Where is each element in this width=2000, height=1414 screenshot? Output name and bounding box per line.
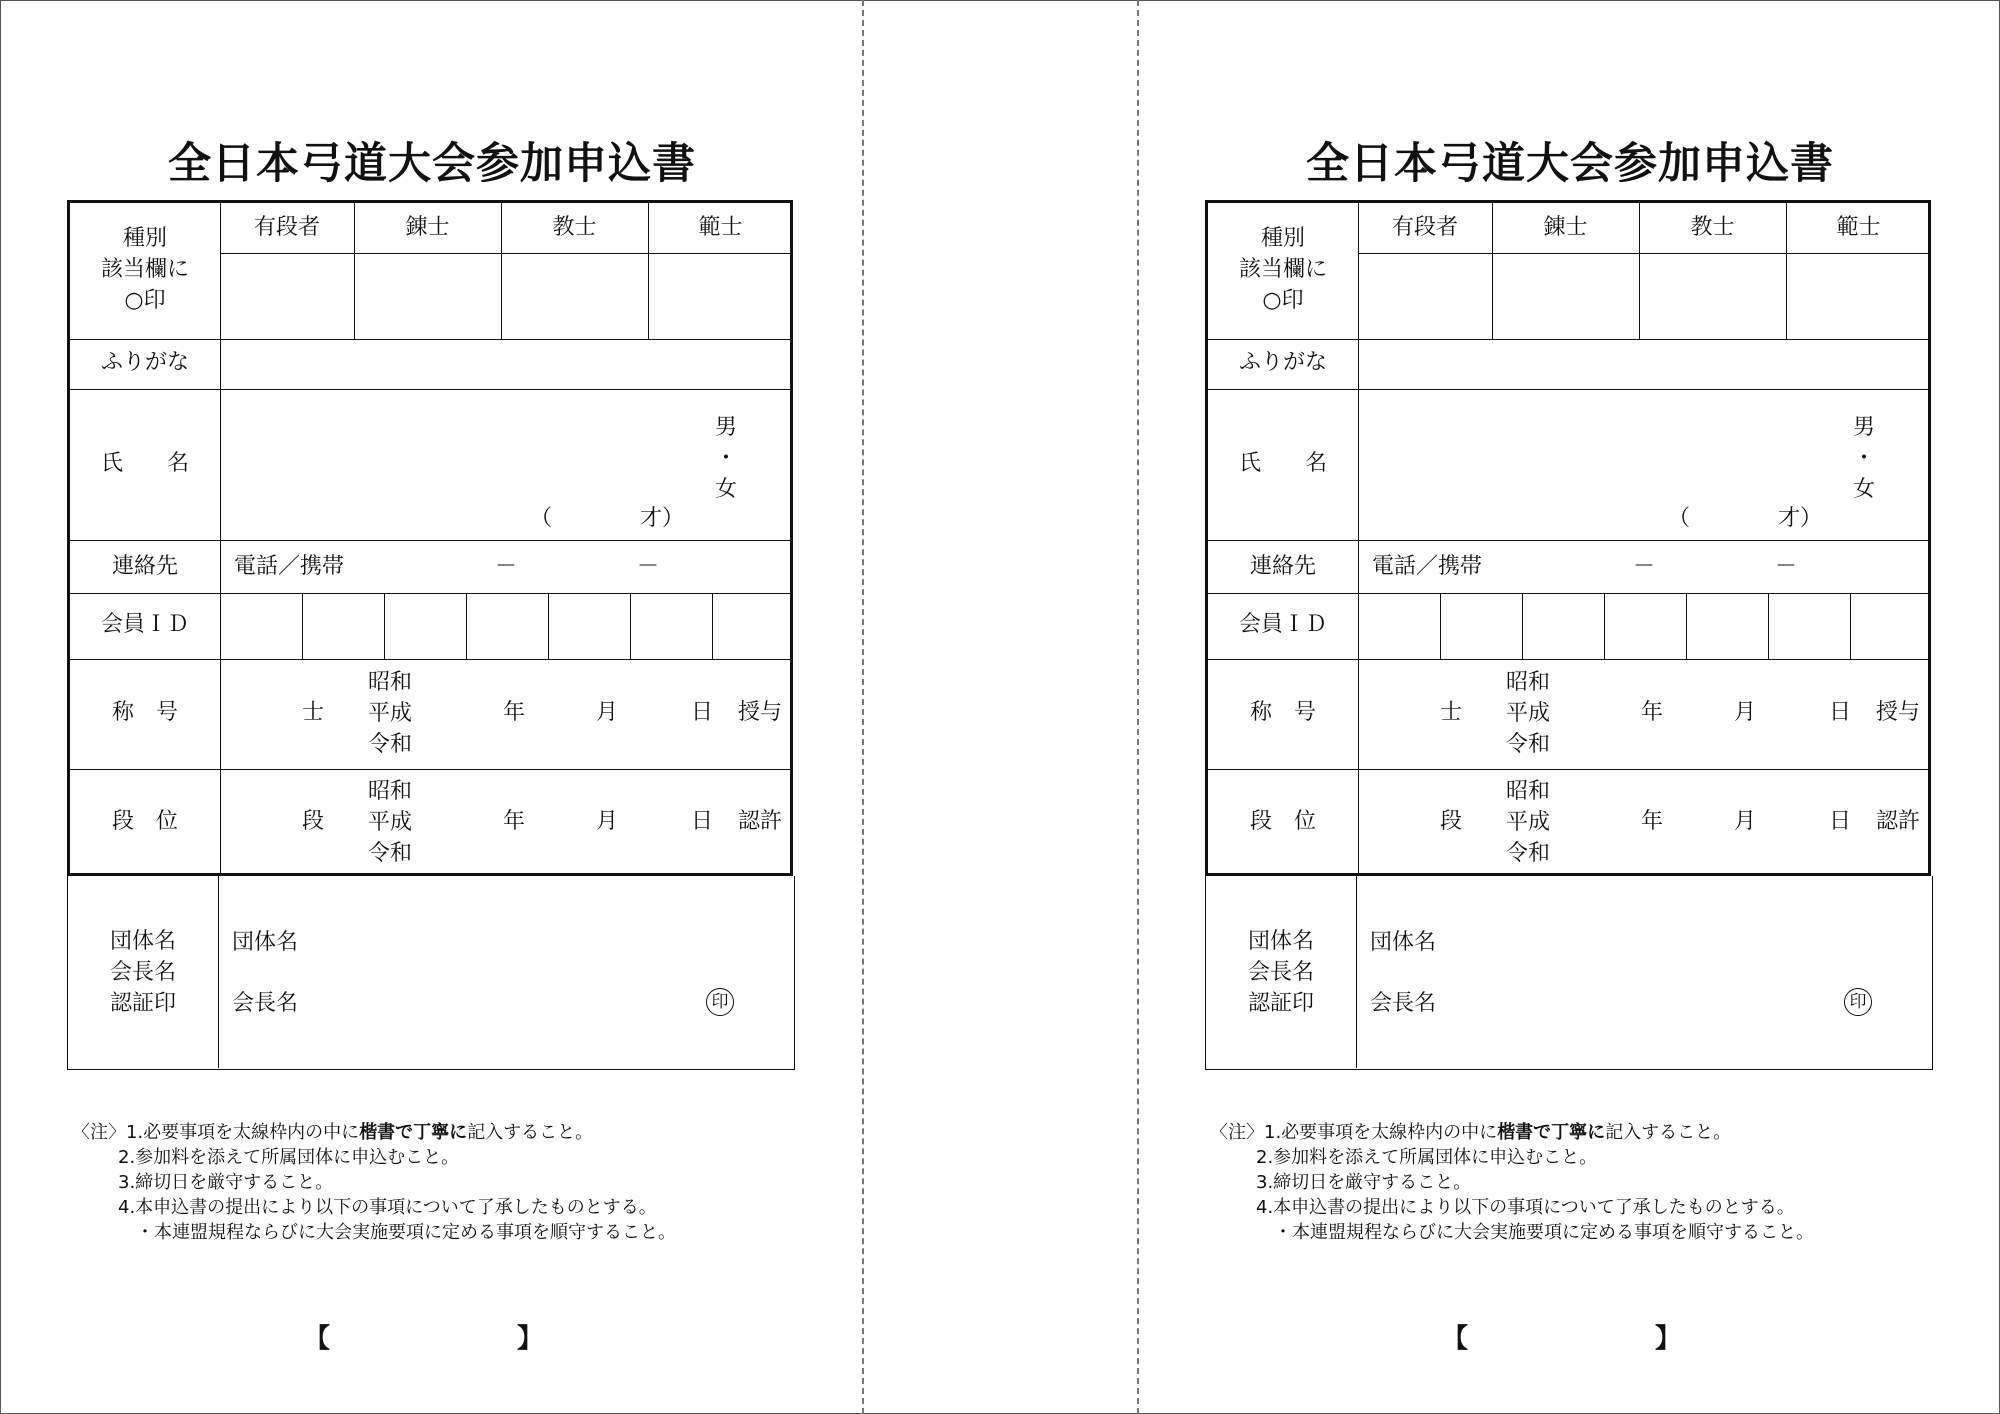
notes (72, 1120, 676, 1245)
grade-cell-renshi[interactable] (1492, 255, 1639, 339)
title-rank-month: 月 (596, 700, 619, 725)
grid-line (70, 540, 793, 541)
era-heisei: 平成 (1506, 701, 1551, 726)
grid-line (70, 769, 793, 770)
title-rank-era-options (1506, 667, 1550, 760)
grade-cell-hanshi[interactable] (1786, 255, 1931, 339)
dan-rank-label: 段 位 (111, 809, 178, 834)
title-rank-label: 称 号 (1249, 700, 1316, 725)
name-label: 氏 名 (1238, 451, 1327, 476)
era-showa: 昭和 (1506, 779, 1551, 804)
furigana-field[interactable] (1360, 341, 1931, 389)
contact-label: 連絡先 (111, 554, 178, 579)
era-showa: 昭和 (1506, 670, 1551, 695)
seal-mark: 印 (1844, 988, 1872, 1016)
phone-label: 電話／携帯 (234, 554, 345, 579)
grid-line (1768, 593, 1769, 659)
grid-line (1358, 253, 1931, 254)
bracket-close: 】 (517, 1324, 544, 1354)
notes (1210, 1120, 1814, 1245)
note-emphasis: 楷書で丁寧に (1497, 1122, 1606, 1143)
grid-line (70, 389, 793, 390)
age-open-paren: （ (1668, 506, 1691, 531)
title-rank-year: 年 (1641, 700, 1664, 725)
org-label (68, 926, 218, 1019)
grade-option-hanshi: 範士 (1836, 215, 1881, 240)
cut-line-right (1137, 0, 1139, 1414)
note-text: 記入すること。 (467, 1122, 594, 1143)
grid-line (1522, 593, 1523, 659)
grade-option-kyoshi: 教士 (1690, 215, 1735, 240)
phone-dash: － (637, 554, 660, 579)
grid-line (1604, 593, 1605, 659)
grade-option-renshi: 錬士 (1543, 215, 1588, 240)
org-label-line: 団体名 (109, 929, 176, 954)
gender-male: 男 (715, 415, 738, 440)
grade-cell-kyoshi[interactable] (1639, 255, 1786, 339)
form-title: 全日本弓道大会参加申込書 (1306, 139, 1834, 189)
grid-line (1208, 540, 1931, 541)
grid-line (1440, 593, 1441, 659)
seal-mark: 印 (706, 988, 734, 1016)
name-label: 氏 名 (100, 451, 189, 476)
grid-line (220, 253, 793, 254)
grid-line (630, 593, 631, 659)
title-rank-day: 日 (1829, 700, 1852, 725)
title-rank-suffix: 授与 (738, 700, 783, 725)
president-name-label: 会長名 (232, 991, 299, 1016)
furigana-label: ふりがな (1238, 350, 1327, 375)
contact-label: 連絡先 (1249, 554, 1316, 579)
dan-rank-day: 日 (691, 809, 714, 834)
gender-male: 男 (1853, 415, 1876, 440)
title-rank-unit: 士 (1440, 700, 1463, 725)
note-emphasis: 楷書で丁寧に (359, 1122, 468, 1143)
note-prefix: 〈注〉 (1210, 1122, 1264, 1143)
note-line-5: ・本連盟規程ならびに大会実施要項に定める事項を順守すること。 (136, 1222, 676, 1243)
era-reiwa: 令和 (1506, 841, 1551, 866)
bracket-open: 【 (1442, 1324, 1469, 1354)
grade-cell-yudansha[interactable] (1358, 255, 1492, 339)
main-entry-table (1205, 200, 1931, 876)
gender-female: 女 (1853, 477, 1876, 502)
age-unit: 才） (640, 506, 685, 531)
note-line-3: 3.締切日を厳守すること。 (1256, 1172, 1472, 1193)
form-title: 全日本弓道大会参加申込書 (168, 139, 696, 189)
phone-dash: － (495, 554, 518, 579)
grid-line (70, 593, 793, 594)
main-entry-table (67, 200, 793, 876)
note-text: 1.必要事項を太線枠内の中に (1264, 1122, 1498, 1143)
age-unit: 才） (1778, 506, 1823, 531)
grid-line (302, 593, 303, 659)
age-open-paren: （ (530, 506, 553, 531)
grade-cell-renshi[interactable] (354, 255, 501, 339)
grid-line (218, 876, 219, 1068)
era-reiwa: 令和 (368, 841, 413, 866)
dan-rank-month: 月 (596, 809, 619, 834)
title-rank-unit: 士 (302, 700, 325, 725)
title-rank-day: 日 (691, 700, 714, 725)
grade-label-line: 該当欄に (1238, 257, 1327, 282)
org-label-line: 団体名 (1247, 929, 1314, 954)
note-line-2: 2.参加料を添えて所属団体に申込むこと。 (118, 1147, 460, 1168)
bracket-close: 】 (1655, 1324, 1682, 1354)
grade-cell-yudansha[interactable] (220, 255, 354, 339)
grid-line (548, 593, 549, 659)
application-form-left (67, 0, 797, 1414)
era-showa: 昭和 (368, 779, 413, 804)
grid-line (466, 593, 467, 659)
member-id-label: 会員ＩＤ (100, 612, 189, 637)
grade-label-line: ○印 (124, 288, 166, 313)
grade-label-line: 該当欄に (100, 257, 189, 282)
title-rank-year: 年 (503, 700, 526, 725)
dan-rank-suffix: 認許 (1876, 809, 1921, 834)
grade-label (1208, 223, 1358, 316)
cut-line-left (862, 0, 864, 1414)
gender-separator: ・ (715, 446, 738, 471)
gender-separator: ・ (1853, 446, 1876, 471)
note-prefix: 〈注〉 (72, 1122, 126, 1143)
gender-female: 女 (715, 477, 738, 502)
organization-box (1205, 876, 1933, 1070)
grid-line (712, 593, 713, 659)
note-line-4: 4.本申込書の提出により以下の事項について了承したものとする。 (118, 1197, 657, 1218)
note-line-4: 4.本申込書の提出により以下の事項について了承したものとする。 (1256, 1197, 1795, 1218)
org-label (1206, 926, 1356, 1019)
name-field[interactable] (222, 391, 793, 540)
dan-rank-era-options (368, 776, 412, 869)
title-rank-era-options (368, 667, 412, 760)
title-rank-suffix: 授与 (1876, 700, 1921, 725)
org-label-line: 認証印 (1247, 991, 1314, 1016)
dan-rank-day: 日 (1829, 809, 1852, 834)
era-heisei: 平成 (1506, 810, 1551, 835)
grid-line (70, 659, 793, 660)
era-reiwa: 令和 (368, 732, 413, 757)
bracket-open: 【 (304, 1324, 331, 1354)
grid-line (384, 593, 385, 659)
organization-box (67, 876, 795, 1070)
grade-label (70, 223, 220, 316)
grid-line (1686, 593, 1687, 659)
dan-rank-unit: 段 (302, 809, 325, 834)
grade-option-yudansha: 有段者 (253, 215, 320, 240)
grade-cell-kyoshi[interactable] (501, 255, 648, 339)
title-rank-month: 月 (1734, 700, 1757, 725)
phone-label: 電話／携帯 (1372, 554, 1483, 579)
org-name-label: 団体名 (1370, 930, 1437, 955)
title-rank-label: 称 号 (111, 700, 178, 725)
president-name-label: 会長名 (1370, 991, 1437, 1016)
grade-option-yudansha: 有段者 (1391, 215, 1458, 240)
dan-rank-label: 段 位 (1249, 809, 1316, 834)
note-text: 記入すること。 (1605, 1122, 1732, 1143)
note-line-1 (1210, 1120, 1814, 1145)
member-id-label: 会員ＩＤ (1238, 612, 1327, 637)
grid-line (1850, 593, 1851, 659)
org-label-line: 認証印 (109, 991, 176, 1016)
dan-rank-year: 年 (1641, 809, 1664, 834)
era-heisei: 平成 (368, 701, 413, 726)
org-label-line: 会長名 (1247, 960, 1314, 985)
era-showa: 昭和 (368, 670, 413, 695)
grid-line (1208, 659, 1931, 660)
note-text: 1.必要事項を太線枠内の中に (126, 1122, 360, 1143)
furigana-field[interactable] (222, 341, 793, 389)
grade-option-renshi: 錬士 (405, 215, 450, 240)
dan-rank-year: 年 (503, 809, 526, 834)
grade-label-line: 種別 (122, 226, 167, 251)
furigana-label: ふりがな (100, 350, 189, 375)
grade-label-line: ○印 (1262, 288, 1304, 313)
phone-dash: － (1633, 554, 1656, 579)
org-name-label: 団体名 (232, 930, 299, 955)
note-line-3: 3.締切日を厳守すること。 (118, 1172, 334, 1193)
grid-line (1208, 339, 1931, 340)
phone-dash: － (1775, 554, 1798, 579)
era-reiwa: 令和 (1506, 732, 1551, 757)
dan-rank-unit: 段 (1440, 809, 1463, 834)
era-heisei: 平成 (368, 810, 413, 835)
grid-line (70, 339, 793, 340)
name-field[interactable] (1360, 391, 1931, 540)
grid-line (1208, 593, 1931, 594)
note-line-1 (72, 1120, 676, 1145)
dan-rank-era-options (1506, 776, 1550, 869)
note-line-5: ・本連盟規程ならびに大会実施要項に定める事項を順守すること。 (1274, 1222, 1814, 1243)
application-form-right (1205, 0, 1935, 1414)
grid-line (1356, 876, 1357, 1068)
dan-rank-month: 月 (1734, 809, 1757, 834)
dan-rank-suffix: 認許 (738, 809, 783, 834)
org-label-line: 会長名 (109, 960, 176, 985)
grade-option-hanshi: 範士 (698, 215, 743, 240)
grid-line (1208, 769, 1931, 770)
grade-option-kyoshi: 教士 (552, 215, 597, 240)
grid-line (1208, 389, 1931, 390)
grade-cell-hanshi[interactable] (648, 255, 793, 339)
note-line-2: 2.参加料を添えて所属団体に申込むこと。 (1256, 1147, 1598, 1168)
grade-label-line: 種別 (1260, 226, 1305, 251)
